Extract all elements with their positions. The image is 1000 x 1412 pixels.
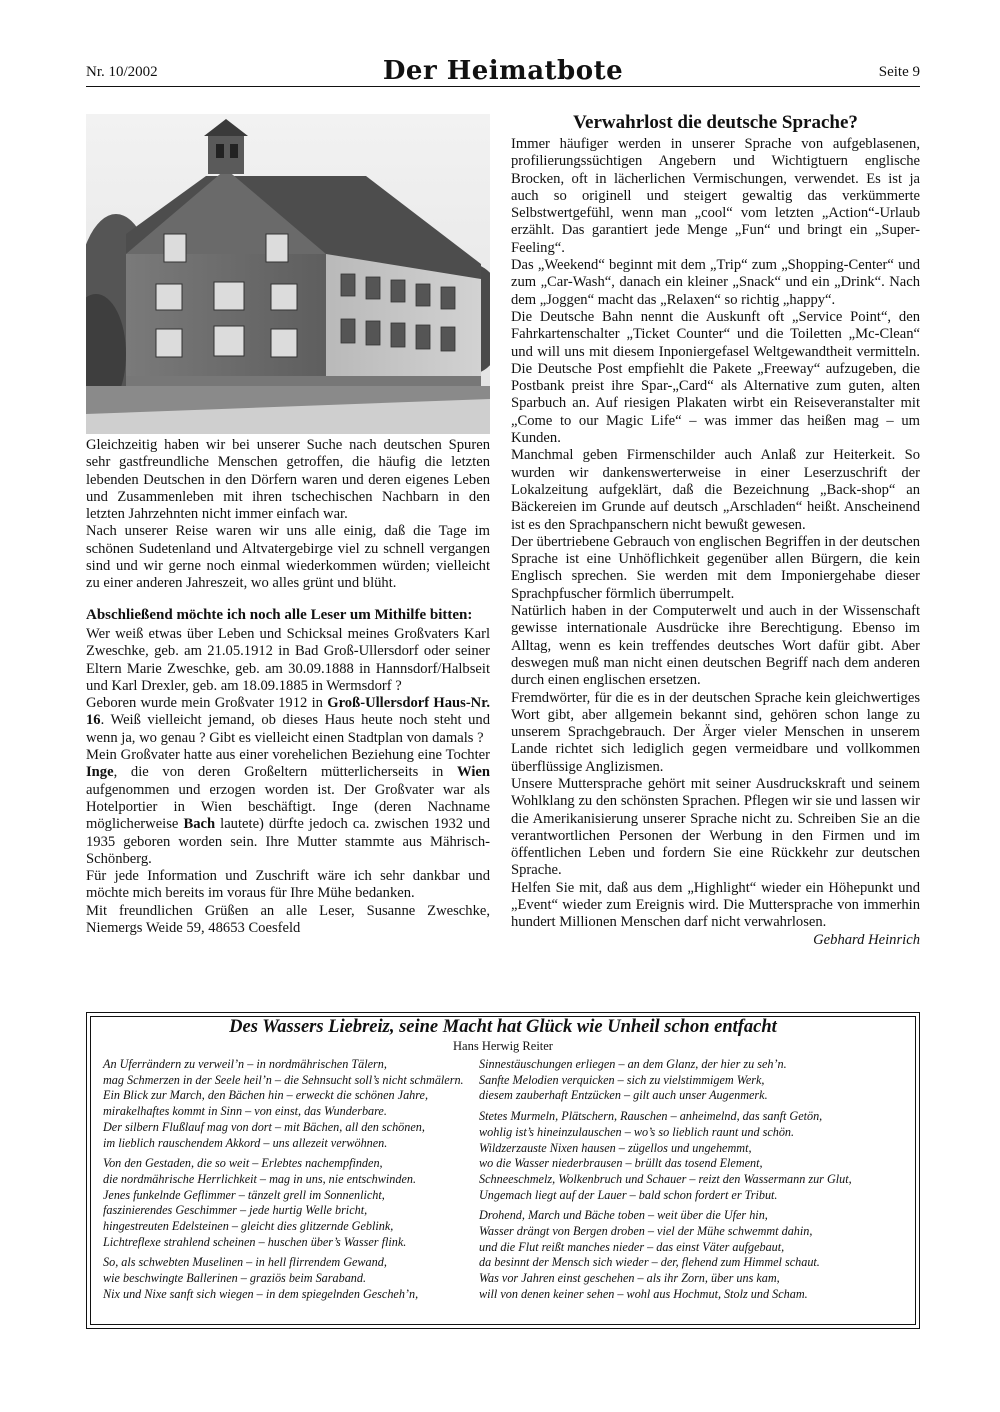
poem-line: Drohend, March und Bäche toben – weit über die Ufer hin, — [479, 1208, 768, 1223]
poem-left-column — [103, 1057, 488, 1308]
poem-line: mirakelhaftes kommt in Sinn – von einst, das Wunderbare. — [103, 1104, 387, 1119]
poem-line: und die Flut reißt manches nieder – das einst Väter aufgebaut, — [479, 1239, 785, 1254]
poem-line: Jenes funkelnde Geflimmer – tänzelt grell im Sonnenlicht, — [103, 1187, 385, 1202]
poem-line: will von denen keiner sehen – wohl aus Hochmut, Stolz und Scham. — [479, 1286, 808, 1301]
poem-line: mag Schmerzen in der Seele heil’n – die Sehnsucht soll’s nicht schmälern. — [103, 1072, 464, 1087]
poem-stanza — [479, 1109, 909, 1203]
poem-line: Wildzerzauste Nixen hausen – zügellos und ungehemmt, — [479, 1140, 752, 1155]
building-photo — [86, 114, 490, 434]
page-number: Seite 9 — [878, 64, 920, 80]
paragraph: Fremdwörter, für die es in der deutschen Sprache kein gleichwertiges Wort gibt, aber allgemein bekannt sind, gehören schon lange zu unserem Sprachgebrauch. Der Ärger vieler Menschen in unserem Lande richtet sich lediglich gegen vermeidbare und vollkommen überflüssige Anglizismen. — [511, 689, 920, 775]
poem-line: Was vor Jahren einst geschehen – als ihr Zorn, über uns kam, — [479, 1271, 780, 1286]
poem-line: Lichtreflexe strahlend scheinen – huschen über’s Wasser flink. — [103, 1234, 407, 1249]
right-column-article — [511, 112, 920, 949]
poem-author: Hans Herwig Reiter — [453, 1039, 553, 1053]
poem-stanza — [479, 1057, 909, 1104]
paragraph: Geboren wurde mein Großvater 1912 in Groß-Ullersdorf Haus-Nr. 16. Weiß vielleicht jemand, ob dieses Haus heute noch steht und wenn ja, wo genau ? Gibt es vielleicht einen Stadtplan von damals ? — [86, 695, 491, 746]
paragraph: Für jede Information und Zuschrift wäre ich sehr dankbar und möchte mich bereits im voraus für Ihre Mühe bedanken. — [86, 868, 490, 902]
paragraph: Nach unserer Reise waren wir uns alle einig, daß die Tage im schönen Sudetenland und Altvatergebirge viel zu schnell vergangen sind und wir gerne noch einmal wiederkommen würden; vielleicht zu einer anderen Jahreszeit, wo alles grünt und blüht. — [86, 523, 490, 592]
header-rule — [86, 86, 920, 87]
poem-line: wohlig ist’s hineinzulauschen – wo’s so lieblich raunt und schön. — [479, 1124, 795, 1139]
paragraph: Wer weiß etwas über Leben und Schicksal meines Großvaters Karl Zweschke, geb. am 21.05.1912 in Bad Groß-Ullersdorf oder seiner Eltern Marie Zweschke, geb. am 30.09.1888 in Hannsdorf/Halbseit und Karl Drexler, geb. am 18.09.1885 in Wermsdorf ? — [86, 625, 490, 694]
paragraph: Das „Weekend“ beginnt mit dem „Trip“ zum „Shopping-Center“ und zum „Car-Wash“, danach ein kleiner „Snack“ und ein „Drink“. Nach dem „Joggen“ macht das „Relaxen“ so richtig „happy“. — [511, 257, 920, 308]
paragraph: Helfen Sie mit, daß aus dem „Highlight“ wieder ein Höhepunkt und „Event“ wieder zum Ereignis wird. Die Muttersprache von immerhin hundert Millionen Menschen darf nicht verwahrlosen. — [511, 879, 920, 931]
poem-right-column — [479, 1057, 909, 1308]
poem-line: Ungemach liegt auf der Lauer – bald schon fordert er Tribut. — [479, 1187, 778, 1202]
paragraph: Natürlich haben in der Computerwelt und auch in der Wissenschaft gewisse internationale Ausdrücke ihre Berechtigung. Ebenso im Alltag, wenn es kein treffendes deutsches Wort dafür gibt. Aber deswegen muß man nicht einen deutschen Begriff nach dem anderen durch einen englischen ersetzen. — [511, 603, 920, 689]
article-author: Gebhard Heinrich — [813, 931, 920, 948]
poem-line: faszinierendes Geschimmer – jede hurtig Welle bricht, — [103, 1203, 368, 1218]
subheading: Abschließend möchte ich noch alle Leser um Mithilfe bitten: — [86, 606, 473, 623]
poem-line: An Uferrändern zu verweil’n – in nordmährischen Tälern, — [103, 1057, 387, 1071]
left-column-text — [86, 437, 490, 937]
poem-box — [86, 1012, 920, 1329]
poem-line: im lieblich rauschendem Akkord – uns allezeit verwöhnen. — [103, 1135, 388, 1150]
paragraph: Gleichzeitig haben wir bei unserer Suche nach deutschen Spuren sehr gastfreundliche Menschen getroffen, die häufig die letzten lebenden Deutschen in den Dörfern waren und deren eigenes Leben und Zusammenleben mit ihren tschechischen Nachbarn in den letzten Jahrzehnten nicht immer einfach war. — [86, 437, 490, 523]
paragraph: Unsere Muttersprache gehört mit seiner Ausdruckskraft und seinem Wohlklang zu den schönsten Sprachen. Pflegen wir sie und lassen wir die Amerikanisierung unserer Sprache nicht zu. Schreiben Sie an die verantwortlichen Personen der Werbung in den Firmen und im öffentlichen Leben und fordern Sie eine Rückkehr zur deutschen Sprache. — [511, 775, 920, 879]
paragraph: Immer häufiger werden in unserer Sprache von aufgeblasenen, profilierungssüchtigen Angebern und Wichtigtuern englische Brocken, oft in lächerlichen Vermischungen, verwendet. Es ist ja auch so originell und steigert gewaltig das verkümmerte Selbstwertgefühl, wenn man „cool“ vom letzten „Action“-Urlaub erzählt. Das garantiert jede Menge „Fun“ und bringt ein „Super-Feeling“. — [511, 136, 920, 256]
poem-line: diesem zauberhaft Entzücken – gilt auch unser Augenmerk. — [479, 1088, 768, 1103]
paragraph: Der übertriebene Gebrauch von englischen Begriffen in der deutschen Sprache ist eine Unhöflichkeit gegenüber allen Bürgern, die kein Englisch sprechen. Sie werden mit dem Imponiergehabe dieser Sprachpfuscher förmlich überrumpelt. — [511, 533, 921, 602]
paragraph: Mein Großvater hatte aus einer vorehelichen Beziehung eine Tochter Inge, die von deren Großeltern mütterlicherseits in Wien aufgenommen und erzogen worden ist. Der Großvater war als Hotelportier in Wien beschäftigt. Inge (deren Nachname möglicherweise Bach lautete) dürfte jedoch ca. zwischen 1932 und 1935 geboren worden sein. Ihre Mutter stammte aus Mährisch-Schönberg. — [86, 747, 490, 867]
poem-line: Schneeschmelz, Wolkenbruch und Schauer – reizt den Wassermann zur Glut, — [479, 1171, 852, 1186]
article-title: Verwahrlost die deutsche Sprache? — [573, 112, 858, 133]
poem-stanza — [103, 1255, 488, 1302]
poem-title: Des Wassers Liebreiz, seine Macht hat Glück wie Unheil schon entfacht — [229, 1017, 777, 1037]
poem-line: So, als schwebten Muselinen – in hell flirrendem Gewand, — [103, 1255, 387, 1270]
poem-line: Ein Blick zur March, den Bächen hin – erweckt die schönen Jahre, — [103, 1088, 429, 1103]
poem-line: Stetes Murmeln, Plätschern, Rauschen – anheimelnd, das sanft Getön, — [479, 1109, 823, 1124]
poem-line: Sinnestäuschungen erliegen – an dem Glanz, der hier zu seh’n. — [479, 1057, 787, 1071]
paragraph: Manchmal geben Firmenschilder auch Anlaß zur Heiterkeit. So wurden wir dankenswerterweise in einer Leserzuschrift der Lokalzeitung aufgeklärt, daß die Bezeichnung „Back-shop“ an Bäckereien im Grunde auf deutsch „Arschladen“ heißt. Anscheinend ist es den Sprachpanschern nicht bewußt gewesen. — [511, 447, 920, 533]
poem-line: hingestreuten Edelsteinen – gleicht dies glitzernde Geblink, — [103, 1219, 394, 1234]
paragraph: Die Deutsche Bahn nennt die Auskunft oft „Service Point“, den Fahrkartenschalter „Ticket Counter“ und die Toiletten „Mc-Clean“ und will uns mit diesem Inponiergefasel Weltgewandtheit vermitteln. Die Deutsche Post empfiehlt die Pakete „Freeway“ aufzugeben, die Postbank preist ihre Spar-„Card“ als Alternative zum guten, alten Sparbuch an. Auf riesigen Plakaten wirbt ein Reiseveranstalter mit „Come to our Magic Life“ – was immer das heißen mag – um Kunden. — [511, 308, 920, 447]
poem-line: die nordmährische Herrlichkeit – mag in uns, nie entschwinden. — [103, 1171, 416, 1186]
poem-stanza — [103, 1057, 488, 1151]
paragraph: Mit freundlichen Grüßen an alle Leser, Susanne Zweschke, Niemergs Weide 59, 48653 Coesfeld — [86, 902, 490, 937]
poem-stanza — [479, 1208, 909, 1302]
poem-line: da besinnt der Mensch sich wieder – der, flehend zum Himmel schaut. — [479, 1255, 820, 1270]
masthead-logo: Der Heimatbote — [382, 56, 624, 86]
poem-stanza — [103, 1156, 488, 1250]
poem-line: wo die Wasser niederbrausen – brüllt das tosend Element, — [479, 1156, 763, 1171]
poem-line: Wasser drängt von Bergen droben – viel der Mühe schwemmt dahin, — [479, 1224, 813, 1239]
issue-number: Nr. 10/2002 — [86, 64, 158, 80]
poem-line: Der silbern Flußlauf mag von dort – mit Bächen, all den schönen, — [103, 1119, 425, 1134]
poem-line: Nix und Nixe sanft sich wiegen – in dem spiegelnden Gescheh’n, — [103, 1286, 419, 1301]
poem-line: Von den Gestaden, die so weit – Erlebtes nachempfinden, — [103, 1156, 383, 1171]
poem-line: Sanfte Melodien verquicken – sich zu vielstimmigem Werk, — [479, 1072, 765, 1087]
poem-line: wie beschwingte Ballerinen – graziös beim Saraband. — [103, 1271, 367, 1286]
